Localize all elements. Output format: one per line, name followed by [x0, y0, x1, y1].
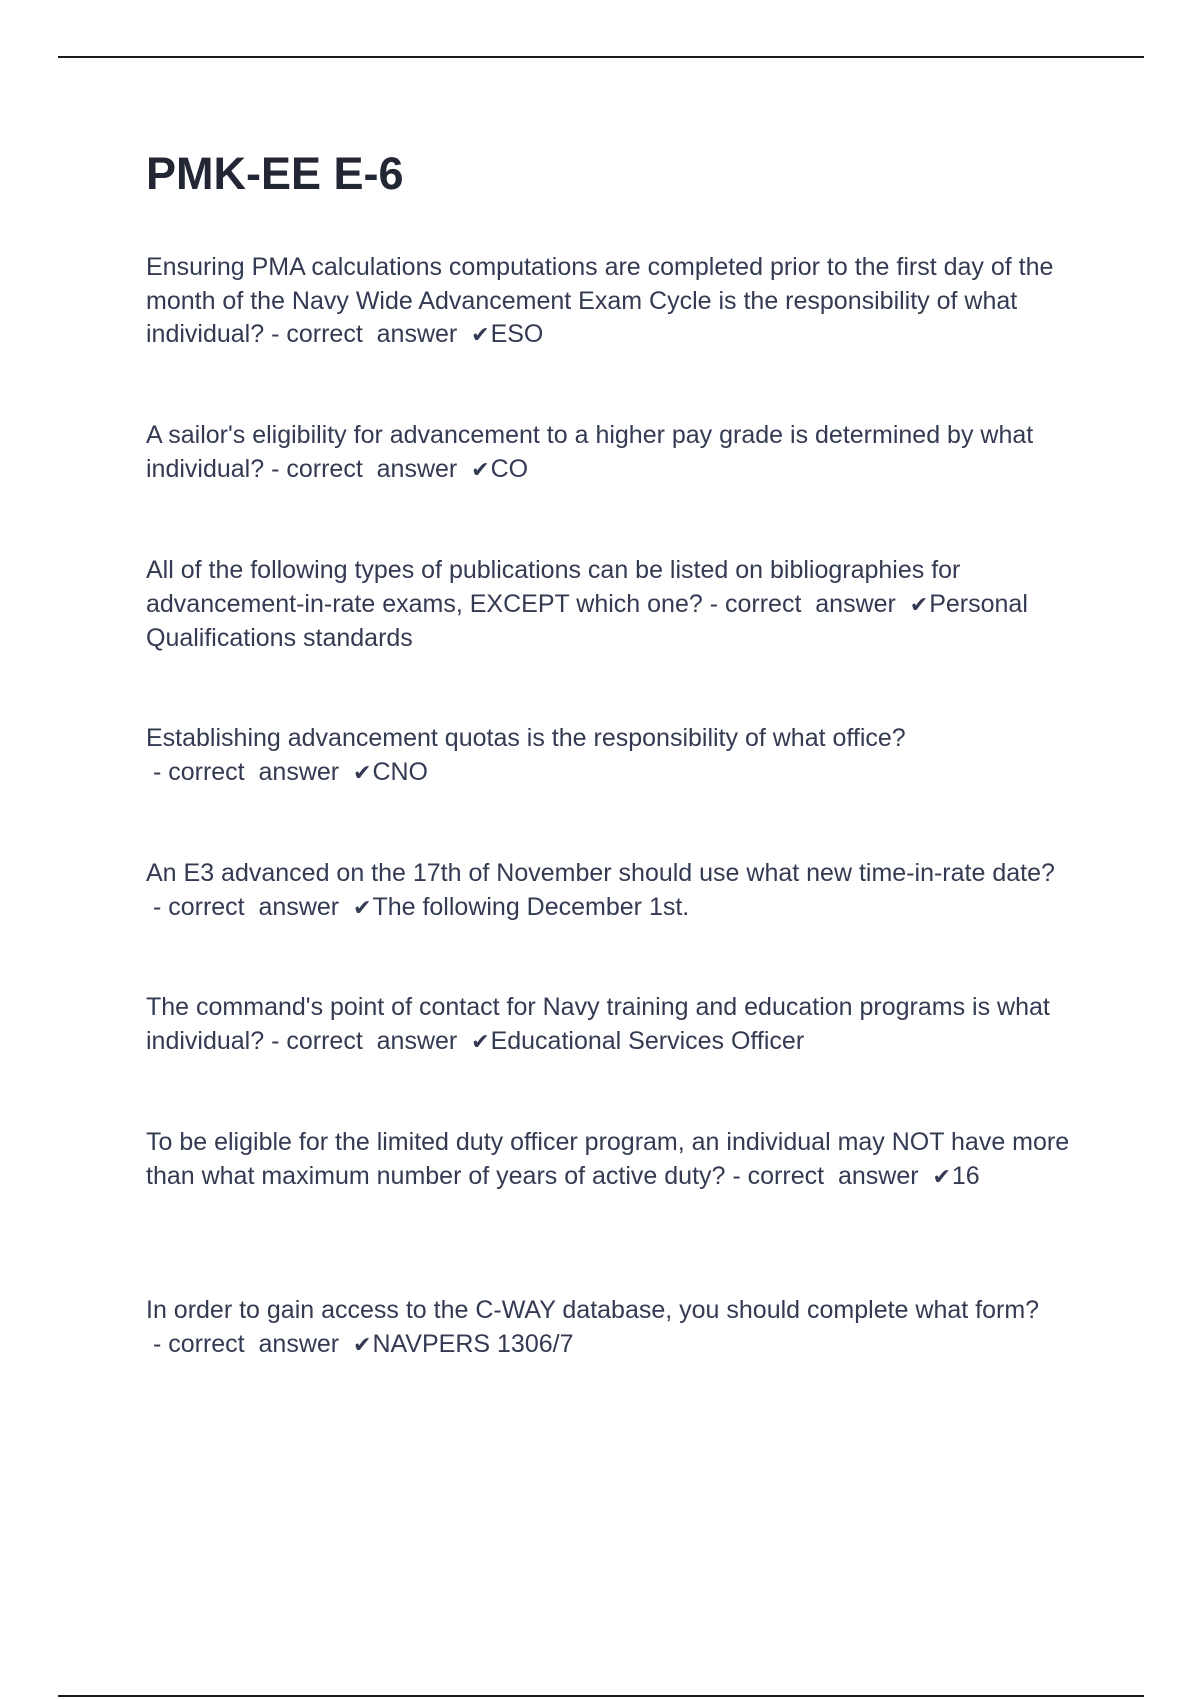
answer-label: correct answer [747, 1161, 933, 1190]
question-text: An E3 advanced on the 17th of November should use what new time-in-rate date? [146, 859, 1055, 887]
answer-text: 16 [951, 1161, 980, 1190]
answer-text: CO [490, 454, 529, 483]
question-text: To be eligible for the limited duty officer program, an individual may NOT have more than what maximum number of years of active duty? [146, 1128, 1070, 1190]
check-icon: ✔ [471, 457, 490, 483]
check-icon: ✔ [909, 592, 929, 618]
qa-item-6 [146, 991, 1096, 1059]
answer-label: correct answer [286, 454, 472, 483]
answer-text: CNO [372, 757, 428, 786]
check-icon: ✔ [932, 1164, 951, 1190]
qa-item-4 [146, 722, 1096, 790]
question-text: Ensuring PMA calculations computations are completed prior to the first day of the month of the Navy Wide Advancement Exam Cycle is the responsibility of what individual? [146, 253, 1054, 348]
separator: - [702, 589, 725, 618]
answer-text: The following December 1st. [372, 892, 690, 921]
qa-item-2 [146, 419, 1096, 487]
check-icon: ✔ [353, 895, 372, 921]
separator: - [146, 892, 169, 921]
answer-text: NAVPERS 1306/7 [372, 1329, 574, 1358]
separator: - [264, 454, 287, 483]
check-icon: ✔ [471, 323, 490, 348]
qa-item-7 [146, 1126, 1096, 1194]
check-icon: ✔ [353, 1332, 372, 1358]
question-text: A sailor's eligibility for advancement to a higher pay grade is determined by what individual? [146, 421, 1034, 483]
answer-label: correct answer [724, 589, 910, 618]
answer-label: correct answer [286, 1026, 472, 1055]
separator: - [264, 1026, 287, 1055]
qa-item-5 [146, 857, 1096, 925]
answer-label: correct answer [168, 892, 353, 921]
question-text: Establishing advancement quotas is the responsibility of what office? [146, 724, 906, 752]
qa-item-3 [146, 554, 1096, 656]
answer-label: correct answer [286, 320, 472, 348]
question-text: In order to gain access to the C-WAY database, you should complete what form? [146, 1296, 1040, 1324]
top-rule [58, 56, 1144, 58]
qa-item-1 [146, 251, 1096, 353]
qa-item-8 [146, 1294, 1096, 1362]
question-text: The command's point of contact for Navy training and education programs is what individual? [146, 993, 1050, 1055]
separator: - [146, 757, 169, 786]
question-text: All of the following types of publications can be listed on bibliographies for advancement-in-rate exams, EXCEPT which one? [146, 556, 961, 618]
check-icon: ✔ [353, 760, 372, 786]
answer-text: Personal Qualifications standards [146, 589, 1028, 652]
separator: - [264, 320, 287, 348]
document-title: PMK-EE E-6 [146, 148, 404, 199]
separator: - [146, 1329, 169, 1358]
answer-text: Educational Services Officer [490, 1026, 805, 1055]
bottom-rule [58, 1695, 1144, 1697]
check-icon: ✔ [471, 1029, 490, 1055]
answer-label: correct answer [168, 1329, 353, 1358]
answer-label: correct answer [168, 757, 353, 786]
separator: - [725, 1161, 748, 1190]
answer-text: ESO [490, 320, 544, 348]
